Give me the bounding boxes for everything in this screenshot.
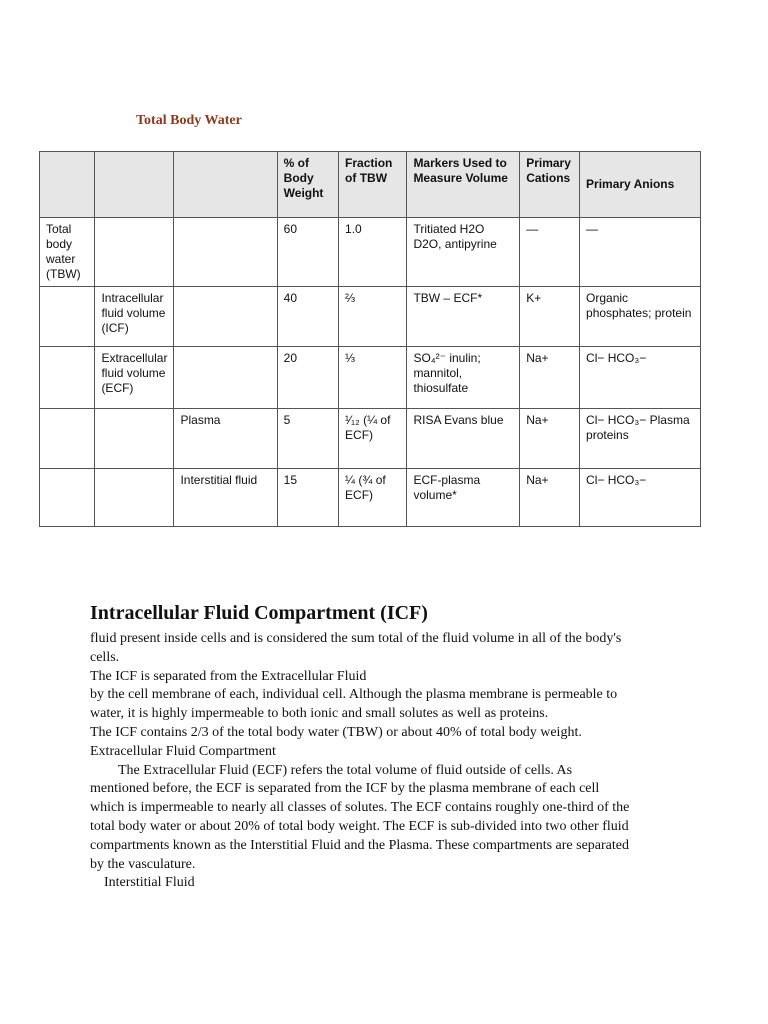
total-body-water-table: [39, 151, 701, 527]
page-title: Total Body Water: [136, 113, 242, 128]
subheading-ecf: Extracellular Fluid Compartment: [90, 743, 276, 759]
cell-cations: Na+: [520, 469, 580, 527]
header-primary-cations: Primary Cations: [520, 152, 580, 218]
paragraph: The Extracellular Fluid (ECF) refers the total volume of fluid outside of cells. As mentioned before, the ECF is separated from the ICF by the plasma membrane of each cell which is impermeable to nearly all classes of solutes. The ECF contains roughly one-third of the total body water or about 20% of total body weight. The ECF is sub-divided into two other fluid compartments known as the Interstitial Fluid and the Plasma. These compartments are separated by the vasculature.: [90, 762, 630, 872]
row-label-level3: Plasma: [174, 409, 277, 469]
paragraph: The ICF contains 2/3 of the total body water (TBW) or about 40% of total body weight.: [90, 724, 582, 740]
cell-percent: 60: [277, 218, 338, 287]
table-row: [40, 347, 701, 409]
cell-markers: ECF-plasma volume*: [407, 469, 520, 527]
cell-markers: TBW – ECF*: [407, 287, 520, 347]
cell-cations: —: [520, 218, 580, 287]
row-label-level2: [95, 469, 174, 527]
row-label-level3: Interstitial fluid: [174, 469, 277, 527]
row-label-level2: Extracellular fluid volume (ECF): [95, 347, 174, 409]
row-label-level1: [40, 287, 95, 347]
row-label-level2: [95, 218, 174, 287]
cell-percent: 20: [277, 347, 338, 409]
header-blank-cell: [40, 152, 95, 218]
paragraph: by the cell membrane of each, individual cell. Although the plasma membrane is permeable to water, it is highly impermeable to both ionic and small solutes as well as proteins.: [90, 687, 618, 722]
table-row: [40, 218, 701, 287]
cell-cations: Na+: [520, 347, 580, 409]
cell-fraction: ¼ (¾ of ECF): [339, 469, 407, 527]
header-percent-body-weight: % of Body Weight: [277, 152, 338, 218]
row-label-level3: [174, 218, 277, 287]
row-label-level3: [174, 287, 277, 347]
table-row: [40, 469, 701, 527]
paragraph: fluid present inside cells and is considered the sum total of the fluid volume in all of the body's cells.: [90, 631, 622, 665]
header-fraction-tbw: Fraction of TBW: [339, 152, 407, 218]
cell-percent: 40: [277, 287, 338, 347]
row-label-level2: [95, 409, 174, 469]
cell-markers: SO₄²⁻ inulin; mannitol, thiosulfate: [407, 347, 520, 409]
header-markers: Markers Used to Measure Volume: [407, 152, 520, 218]
cell-cations: Na+: [520, 409, 580, 469]
cell-anions: Cl− HCO₃−: [580, 469, 701, 527]
table-header-row: [40, 152, 701, 218]
header-blank-cell: [95, 152, 174, 218]
cell-anions: Cl− HCO₃−: [580, 347, 701, 409]
cell-fraction: ⅔: [339, 287, 407, 347]
row-label-level1: [40, 409, 95, 469]
cell-anions: Organic phosphates; protein: [580, 287, 701, 347]
cell-cations: K+: [520, 287, 580, 347]
cell-fraction: ¹⁄₁₂ (¼ of ECF): [339, 409, 407, 469]
row-label-level1: Total body water (TBW): [40, 218, 95, 287]
cell-fraction: ⅓: [339, 347, 407, 409]
row-label-level1: [40, 469, 95, 527]
table-row: [40, 287, 701, 347]
row-label-level2: Intracellular fluid volume (ICF): [95, 287, 174, 347]
subheading-interstitial-fluid: Interstitial Fluid: [104, 875, 195, 891]
cell-anions: Cl− HCO₃− Plasma proteins: [580, 409, 701, 469]
header-primary-anions: Primary Anions: [580, 152, 701, 218]
section-heading: Intracellular Fluid Compartment (ICF): [90, 602, 428, 624]
table-row: [40, 409, 701, 469]
paragraph: The ICF is separated from the Extracellular Fluid: [90, 668, 367, 684]
cell-anions: —: [580, 218, 701, 287]
icf-section: [90, 600, 630, 893]
cell-markers: Tritiated H2O D2O, antipyrine: [407, 218, 520, 287]
cell-fraction: 1.0: [339, 218, 407, 287]
row-label-level3: [174, 347, 277, 409]
row-label-level1: [40, 347, 95, 409]
cell-percent: 15: [277, 469, 338, 527]
header-blank-cell: [174, 152, 277, 218]
cell-markers: RISA Evans blue: [407, 409, 520, 469]
cell-percent: 5: [277, 409, 338, 469]
